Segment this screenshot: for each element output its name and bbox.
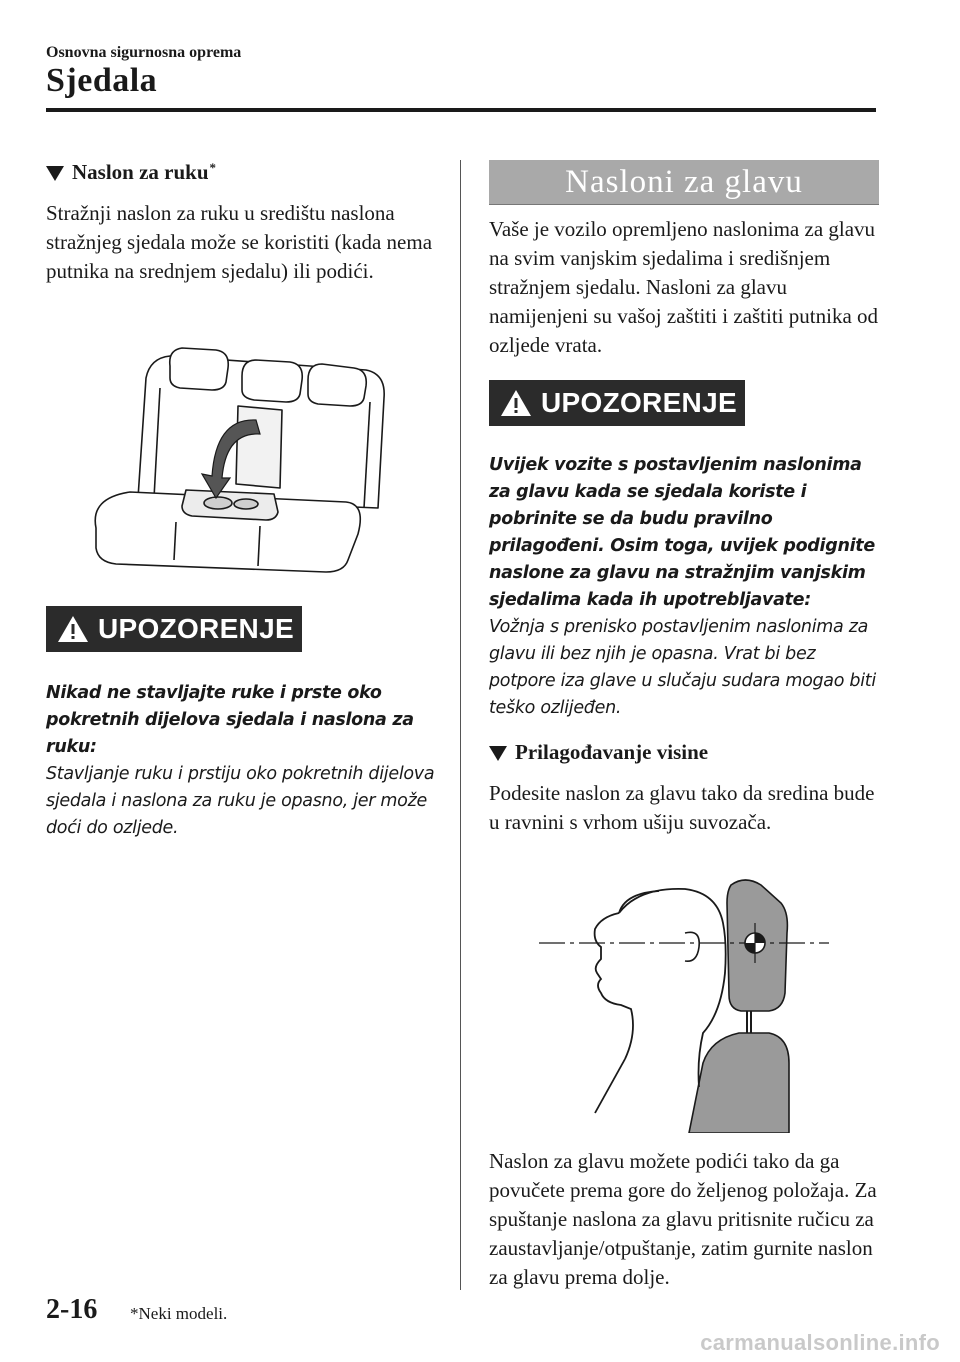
watermark: carmanualsonline.info bbox=[700, 1330, 940, 1355]
headrest-section-banner: Nasloni za glavu bbox=[489, 160, 879, 205]
page-number: 2-16 bbox=[46, 1294, 98, 1325]
headrest-intro: Vaše je vozilo opremljeno naslonima za glavu na svim vanjskim sjedalima i središnjem stražnjem sjedalu. Nasloni za glavu namijenjeni su vašoj zaštiti i zaštiti putnika od ozljede vrata. bbox=[489, 217, 879, 357]
warning-text: Vožnja s prenisko postavljenim naslonima za glavu ili bez njih je opasna. Vrat bi bez potpore iza glave u slučaju sudara mogao biti teško ozlijeđen. bbox=[489, 617, 876, 718]
armrest-intro: Stražnji naslon za ruku u središtu naslona stražnjeg sjedala može se koristiti (kada nema putnika na srednjem sjedalu) ili podići. bbox=[46, 201, 433, 283]
warning-bold-text: Uvijek vozite s postavljenim naslonima za glavu kada se sjedala koriste i pobrinite se da budu pravilno prilagođeni. Osim toga, uvijek podignite naslone za glavu na stražnjim vanjskim sjedalima kada ih upotrebljavate: bbox=[489, 455, 875, 610]
page-title: Sjedala bbox=[46, 62, 158, 99]
left-column bbox=[46, 160, 436, 842]
right-column bbox=[489, 160, 879, 1292]
warning-triangle-icon bbox=[499, 388, 533, 418]
warning-badge bbox=[489, 380, 745, 426]
section-triangle-icon bbox=[46, 166, 64, 181]
warning-label: UPOZORENJE bbox=[98, 613, 294, 644]
section-triangle-icon bbox=[489, 746, 507, 761]
header-rule bbox=[46, 108, 876, 112]
armrest-subhead-text: Naslon za ruku bbox=[72, 160, 209, 184]
warning-triangle-icon bbox=[56, 614, 90, 644]
height-subhead bbox=[489, 740, 879, 765]
armrest-subhead bbox=[46, 160, 436, 185]
warning-badge bbox=[46, 606, 302, 652]
height-subhead-text: Prilagođavanje visine bbox=[515, 740, 709, 764]
warning-bold-text: Nikad ne stavljajte ruke i prste oko pokretnih dijelova sjedala i naslona za ruku: bbox=[46, 683, 414, 757]
footnote: *Neki modeli. bbox=[130, 1304, 228, 1323]
height-text: Podesite naslon za glavu tako da sredina bude u ravnini s vrhom ušiju suvozača. bbox=[489, 781, 875, 834]
warning-label: UPOZORENJE bbox=[541, 387, 737, 418]
headrest-height-illustration bbox=[489, 863, 879, 1133]
rear-seat-armrest-illustration bbox=[46, 298, 436, 588]
optional-mark: * bbox=[209, 160, 217, 175]
column-divider bbox=[460, 160, 461, 1290]
section-header: Osnovna sigurnosna oprema bbox=[46, 44, 242, 61]
adjust-text: Naslon za glavu možete podići tako da ga povučete prema gore do željenog položaja. Za spuštanje naslona za glavu pritisnite ručicu za zaustavljanje/otpuštanje, zatim gurnite naslon za glavu prema dolje. bbox=[489, 1149, 877, 1289]
warning-text: Stavljanje ruku i prstiju oko pokretnih dijelova sjedala i naslona za ruku je opasno, jer može doći do ozljede. bbox=[46, 764, 435, 838]
